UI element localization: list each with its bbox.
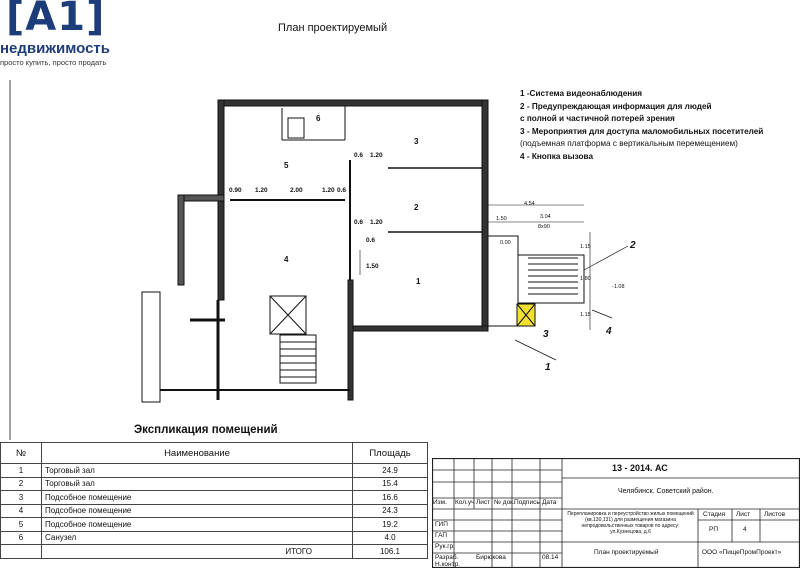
explication-table [0,442,428,559]
dimension-label: 0.6 [354,219,364,226]
logo-brand: недвижимость [0,40,110,57]
sheet-title: План проектируемый [594,549,659,556]
col-header: Изм. [433,499,447,506]
row-number: 5 [1,518,42,532]
table-row [1,504,428,518]
balcony [142,292,160,402]
col-header: Кол.уч [455,499,475,506]
toilet [288,118,304,138]
total-label: ИТОГО [42,545,353,559]
row-area: 19.2 [353,518,428,532]
legend [520,88,763,163]
table-row [1,464,428,478]
dimension-label: 0.00 [500,240,511,246]
dimension-label: 0.6 [366,237,376,244]
project-description: Перепланировка и переустройство жилых помещений (кв.130,131) для размещения магазина непродовольственных товаров по адресу: ул.Кузнецова, д.6 [567,511,694,535]
table-row [1,531,428,545]
row-number: 3 [1,491,42,505]
wall [178,195,224,201]
legend-item: (подъемная платформа с вертикальным перемещением) [520,139,738,148]
row-name: Подсобное помещение [42,518,353,532]
row-area: 4.0 [353,531,428,545]
role-label: ГИП [435,521,448,528]
col-header: Наименование [42,443,353,464]
dimension-label: 1.20 [370,219,383,226]
row-name: Подсобное помещение [42,491,353,505]
col-header: Подпись [514,499,540,506]
row-name: Торговый зал [42,464,353,478]
organization: ООО «ПищеПромПроект» [702,549,782,556]
project-code: 13 - 2014. АС [612,463,668,473]
entrance-porch [488,236,518,326]
row-number: 4 [1,504,42,518]
col-header: Лист [476,499,491,506]
room-number: 6 [316,114,321,123]
row-area: 24.9 [353,464,428,478]
row-area: 16.6 [353,491,428,505]
dimension-label: 0.6 [337,187,347,194]
dimension-label: 1.15 [580,312,591,318]
legend-item: 3 - Мероприятия для доступа маломобильных посетителей [520,126,764,136]
role-label: Н.контр. [435,561,461,568]
callout-number: 1 [545,362,551,373]
room-number: 5 [284,161,289,170]
room-number: 4 [284,255,289,264]
dimension-label: 1.15 [580,244,591,250]
sheet-label: Лист [736,511,751,518]
legend-item: 4 - Кнопка вызова [520,151,594,161]
total-row [1,545,428,559]
stage-value: РП [709,526,719,533]
total-value: 106.1 [353,545,428,559]
stage-label: Стадия [703,511,726,518]
row-number: 6 [1,531,42,545]
dimension-label: 0.6 [354,152,364,159]
table-row [1,518,428,532]
dimension-label: 2.00 [290,187,303,194]
wall [348,280,353,400]
wall [178,195,184,285]
plan-title: План проектируемый [278,22,388,34]
legend-item: с полной и частичной потерей зрения [520,114,675,123]
developer-name: Бирюкова [476,554,506,561]
stamp-date: 08.14 [542,554,559,561]
ramp-platform [518,255,584,303]
dimension-label: 1.50 [496,216,507,222]
logo-mark: [A1] [6,0,106,40]
dimension-label: -1.08 [612,284,625,290]
col-header: Дата [542,499,557,506]
col-header: № док. [494,499,515,506]
wall [218,100,488,106]
row-area: 24.3 [353,504,428,518]
dimension-label: 1.50 [366,263,379,270]
project-city: Челябинск. Советский район. [618,488,714,495]
col-header: № [1,443,42,464]
logo-tagline: просто купить, просто продать [0,58,107,67]
row-number: 1 [1,464,42,478]
row-area: 15.4 [353,477,428,491]
dimension-label: 3.04 [540,214,551,220]
dimension-label: 1.20 [322,187,335,194]
callout-number: 4 [606,326,612,337]
table-header-row [1,443,428,464]
dimension-label: 8x90 [538,224,550,230]
legend-item: 2 - Предупреждающая информация для людей [520,101,712,111]
dimension-label: 1.80 [580,276,591,282]
table-row [1,491,428,505]
row-name: Торговый зал [42,477,353,491]
legend-item: 1 -Система видеонаблюдения [520,89,643,98]
callout-number: 2 [630,240,636,251]
sheet-value: 4 [743,526,747,533]
row-name: Санузел [42,531,353,545]
role-label: Разраб. [435,554,459,561]
sheets-label: Листов [764,511,786,518]
title-block [432,458,800,568]
dimension-label: 1.20 [370,152,383,159]
row-name: Подсобное помещение [42,504,353,518]
table-row [1,477,428,491]
wall [348,326,488,331]
col-header: Площадь [353,443,428,464]
dimension-label: 1.20 [255,187,268,194]
role-label: ГАП [435,532,448,539]
role-label: Рук.гр. [435,543,456,550]
row-number: 2 [1,477,42,491]
dimension-label: 4.54 [524,201,535,207]
room-number: 1 [416,277,421,286]
dimension-label: 0.90 [229,187,242,194]
room-number: 2 [414,203,419,212]
wall [482,100,488,330]
callout-number: 3 [543,329,549,340]
explication-title: Экспликация помещений [134,424,278,436]
room-number: 3 [414,137,419,146]
